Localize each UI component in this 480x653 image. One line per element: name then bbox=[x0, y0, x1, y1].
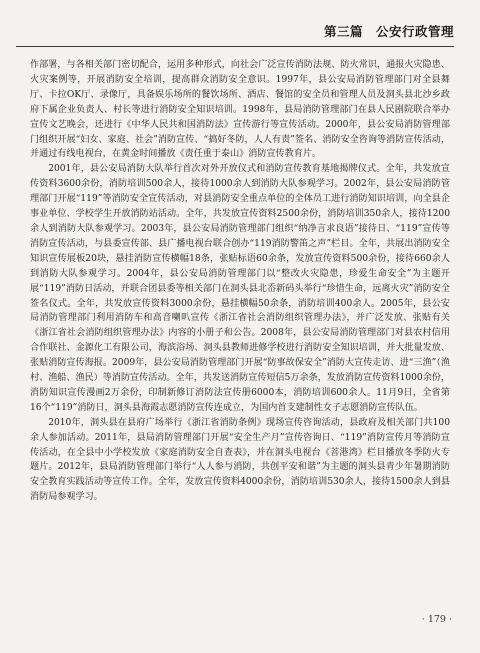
paragraph-3: 2010年，洞头县在县府广场举行《浙江省消防条例》现场宣传咨询活动，县政府及相关部门共100余人参加活动。2011年，县局消防管理部门开展“安全生产月”宣传咨询日、“119”消防宣传月等消防宣传活动，在全县中小学校发放《家庭消防安全自查表》，并在洞头电视台《菩港湾》栏目播放冬季防火专题片。2012年，县局消防管理部门举行“人人参与消防，共创平安和谐”为主题的洞头县青少年暑期消防安全教育实践活动等宣传工作。全年，发放宣传资料4000余份，消防培训530余人，接待1500余人到县消防局参观学习。 bbox=[30, 417, 450, 503]
paragraph-2: 2001年，县公安局消防大队举行首次对外开放仪式和消防宣传教育基地揭牌仪式。全年，共发放宣传资料3600余份，消防培训500余人，接待1000余人到消防大队参观学习。2002年，县公安局消防管理部门开展“119”等消防安全宣传活动，对县消防安全重点单位的全体员工进行消防知识培训，向全县企事业单位、学校学生开放消防站活动。全年，共发放宣传资料2500余份，消防培训350余人，接待1200余人到消防大队参观学习。2003年，县公安局消防管理部门组织“纳净言求良语”接待日、“119”宣传等消防宣传活动，与县委宣传部、县广播电视台联合创办“119消防警笛之声”栏目。全年，共展出消防安全知识宣传展板20块，悬挂消防宣传横幅18条，张贴标语60余条，发放宣传资料500余份，接待660余人到消防大队参观学习。2004年，县公安局消防管理部门以“整改火灾隐患，珍爱生命安全”为主题开展“119”消防日活动，并联合团县委等相关部门在洞头县北岙新码头举行“珍惜生命，远离火灾”消防安全签名仪式。全年，共发放宣传资料3000余份，悬挂横幅50余条，消防培训400余人。2005年，县公安局消防管理部门利用消防车和高音喇叭宣传《浙江省社会消防组织管理办法》，并广泛发放、张贴有关《浙江省社会消防组织管理办法》内容的小册子和公告。2008年，县公安局消防管理部门对县农村信用合作联社、金源化工有限公司，海滨浴场、洞头县教师进修学校进行消防安全知识培训，并大批量发放、张贴消防宣传海报。2009年，县公安局消防管理部门开展“防事故保安全”消防大宣传走访、进“三渔”（渔村、渔船、渔民）等消防宣传活动。全年，共发送消防宣传短信5万余条，发放消防宣传资料1000余份，消防知识宣传漫画2万余份，印制新修订消防法宣传册6000本，消防培训600余人。11月9日，全省第16个“119”消防日，洞头县海霞志愿消防宣传连成立，为国内首支建制性女子志愿消防宣传队伍。 bbox=[30, 164, 450, 413]
body-text bbox=[30, 58, 450, 505]
running-header bbox=[16, 22, 454, 47]
section-title: 第三篇 公安行政管理 bbox=[323, 24, 454, 39]
page-number: · 179 · bbox=[421, 614, 452, 625]
paragraph-1: 作部署，与各相关部门密切配合，运用多种形式，向社会广泛宣传消防法规、防火常识，通报火灾隐患、火灾案例等，开展消防安全培训，提高群众消防安全意识。1997年，县公安局消防管理部门对全县舞厅、卡拉OK厅、录像厅，具备娱乐场所的餐饮场所、酒店、餐馆的安全员和管理人员及洞头县北沙乡政府下属企业负责人、村长等进行消防安全知识培训。1998年，县局消防管理部门在县人民剧院联合举办宣传文艺晚会，还进行《中华人民共和国消防法》宣传游行等宣传活动。2000年，县公安局消防管理部门组织开展“妇女、家庭、社会”消防宣传、“搞好冬防，人人有责”签名、消防安全咨询等消防宣传活动，并通过有线电视台，在黄金时间播放《责任重于泰山》消防宣传教育片。 bbox=[30, 60, 450, 160]
